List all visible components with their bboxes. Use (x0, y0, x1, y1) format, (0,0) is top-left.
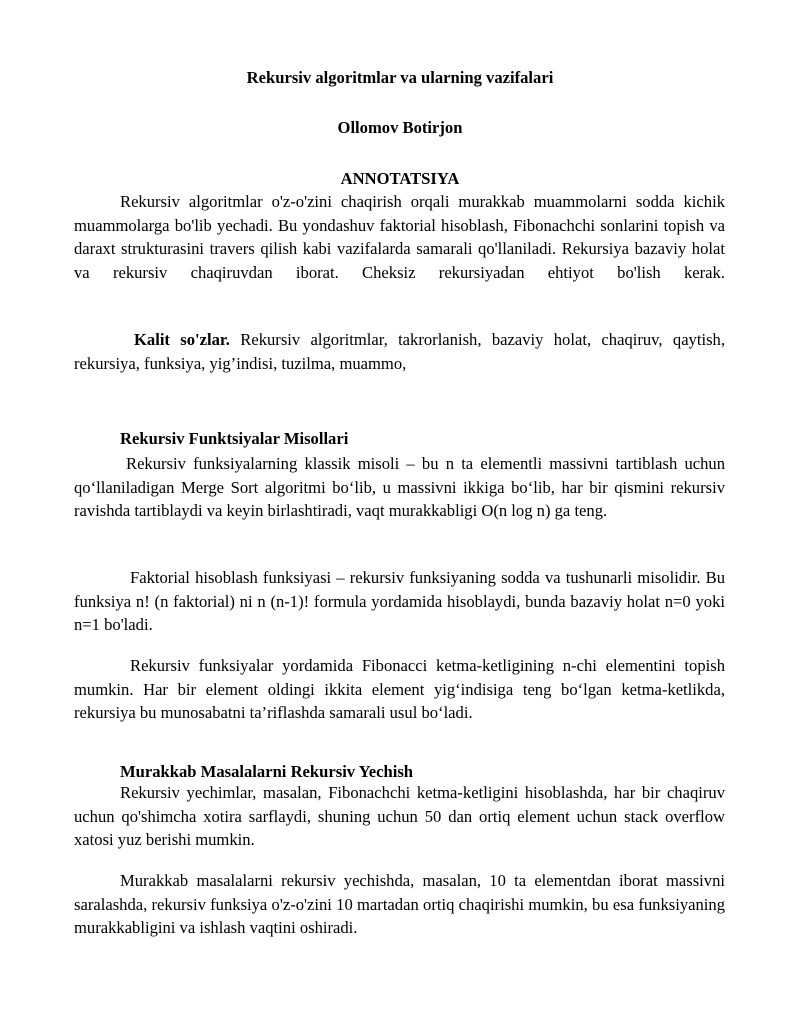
section2-paragraph-1: Rekursiv yechimlar, masalan, Fibonachchi ketma-ketligini hisoblashda, har bir chaqiruv uchun qo'shimcha xotira sarflaydi, shuning uchun 50 dan ortiq element uchun stack overflow xatosi yuz berishi mumkin. (74, 783, 725, 850)
author-name: Ollomov Botirjon (337, 118, 463, 137)
section1-paragraph-2: Faktorial hisoblash funksiyasi – rekursiv funksiyaning sodda va tushunarli misolidir. Bu funksiya n! (n faktorial) ni n (n-1)! formula yordamida hisoblaydi, bunda bazaviy holat n=0 yoki n=1 bo'ladi. (74, 568, 725, 635)
section-heading-examples: Rekursiv Funktsiyalar Misollari (120, 429, 349, 448)
section-heading-complex: Murakkab Masalalarni Rekursiv Yechish (120, 762, 414, 781)
keywords-text: Rekursiv algoritmlar, takrorlanish, bazaviy holat, chaqiruv, qaytish, rekursiya, funksiya, yig’indisi, tuzilma, muammo, (74, 330, 725, 373)
section1-paragraph-1: Rekursiv funksiyalarning klassik misoli – bu n ta elementli massivni tartiblash uchun qo‘llaniladigan Merge Sort algoritmi bo‘lib, u massivni ikkiga bo‘lib, har bir qismini rekursiv ravishda tartiblaydi va keyin birlashtiradi, vaqt murakkabligi O(n log n) ga teng. (74, 454, 725, 521)
annotation-heading: ANNOTATSIYA (340, 169, 460, 188)
document-title: Rekursiv algoritmlar va ularning vazifalari (246, 68, 554, 87)
section1-paragraph-3: Rekursiv funksiyalar yordamida Fibonacci ketma-ketligining n-chi elementini topish mumkin. Har bir element oldingi ikkita element yig‘indisiga teng bo‘lgan ketma-ketlikda, rekursiya bu munosabatni ta’riflashda samarali usul bo‘ladi. (74, 656, 725, 723)
keywords-label: Kalit so'zlar. (134, 330, 230, 349)
section2-paragraph-2: Murakkab masalalarni rekursiv yechishda, masalan, 10 ta elementdan iborat massivni saralashda, rekursiv funksiya o'z-o'zini 10 martadan ortiq chaqirishi mumkin, bu esa funksiyaning murakkabligini va ishlash vaqtini oshiradi. (74, 871, 725, 938)
annotation-paragraph: Rekursiv algoritmlar o'z-o'zini chaqirish orqali murakkab muammolarni sodda kichik muammolarga bo'lib yechadi. Bu yondashuv faktorial hisoblash, Fibonachchi sonlarini topish va daraxt strukturasini travers qilish kabi vazifalarda samarali qo'llaniladi. Rekursiya bazaviy holat va rekursiv chaqiruvdan iborat. Cheksiz rekursiyadan ehtiyot bo'lish kerak. (74, 192, 725, 282)
keywords-paragraph (74, 328, 725, 375)
